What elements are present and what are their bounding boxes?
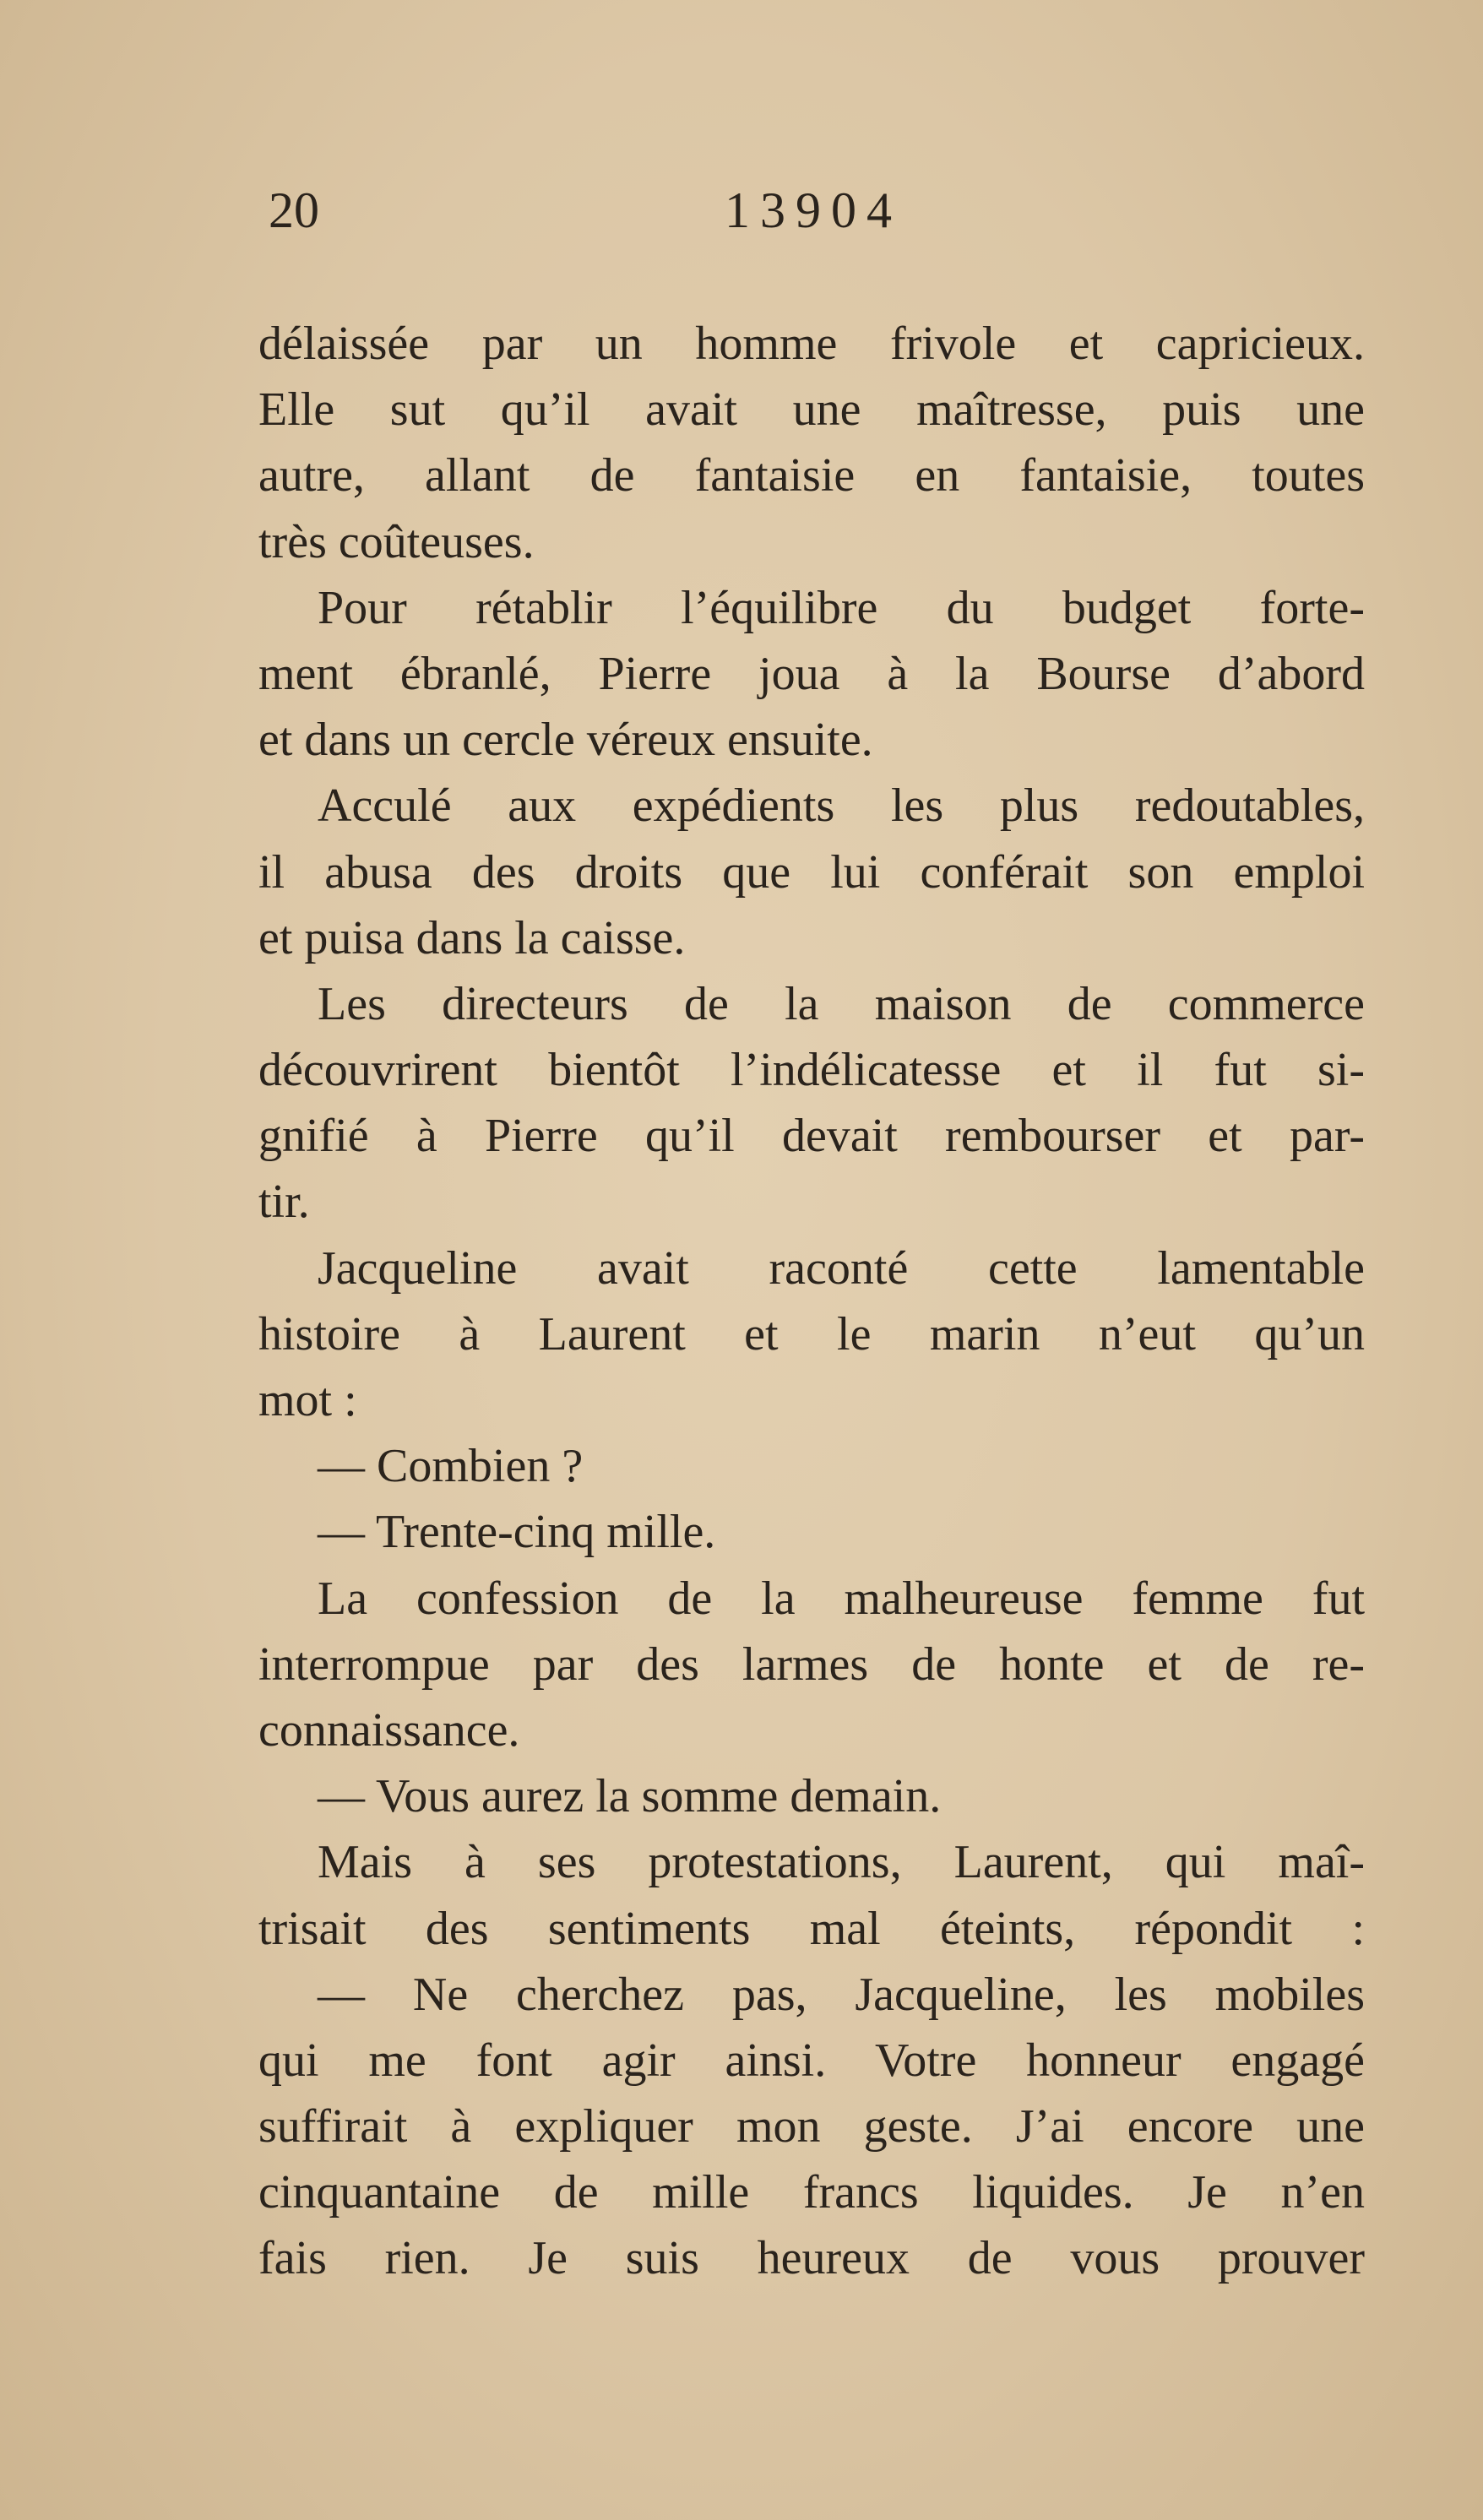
text-line: — Vous aurez la somme demain. bbox=[318, 1770, 942, 1823]
text-line: trisait des sentiments mal éteints, répondit : bbox=[258, 1902, 1365, 1955]
text-line: Elle sut qu’il avait une maîtresse, puis une bbox=[258, 383, 1365, 437]
text-line: très coûteuses. bbox=[258, 515, 535, 568]
text-line: interrompue par des larmes de honte et de re- bbox=[258, 1637, 1365, 1691]
text-line: Mais à ses protestations, Laurent, qui maî- bbox=[318, 1836, 1365, 1889]
text-line: gnifié à Pierre qu’il devait rembourser et par- bbox=[258, 1110, 1365, 1163]
text-line: et puisa dans la caisse. bbox=[258, 911, 686, 964]
text-line: mot : bbox=[258, 1374, 357, 1426]
text-line: et dans un cercle véreux ensuite. bbox=[258, 714, 873, 767]
page-header bbox=[269, 182, 1366, 258]
text-line: connaissance. bbox=[258, 1703, 520, 1757]
text-line: Acculé aux expédients les plus redoutables, bbox=[318, 779, 1365, 833]
text-line: Jacqueline avait raconté cette lamentable bbox=[318, 1241, 1365, 1295]
text-line: — Trente-cinq mille. bbox=[318, 1506, 716, 1559]
text-line: cinquantaine de mille francs liquides. Je n’en bbox=[258, 2166, 1365, 2219]
text-line: suffirait à expliquer mon geste. J’ai encore une bbox=[258, 2100, 1365, 2153]
text-line: Les directeurs de la maison de commerce bbox=[318, 977, 1365, 1030]
running-title: 13904 bbox=[725, 182, 902, 238]
text-line: il abusa des droits que lui conférait son emploi bbox=[258, 845, 1365, 899]
text-line: — Combien ? bbox=[318, 1440, 584, 1493]
text-line: qui me font agir ainsi. Votre honneur engagé bbox=[258, 2034, 1365, 2087]
text-line: — Ne cherchez pas, Jacqueline, les mobiles bbox=[318, 1968, 1365, 2021]
page-number: 20 bbox=[269, 182, 319, 238]
text-line: délaissée par un homme frivole et capricieux. bbox=[258, 318, 1365, 370]
text-line: histoire à Laurent et le marin n’eut qu’un bbox=[258, 1307, 1365, 1360]
text-line: fais rien. Je suis heureux de vous prouver bbox=[258, 2232, 1365, 2285]
text-line: ment ébranlé, Pierre joua à la Bourse d’abord bbox=[258, 647, 1365, 700]
text-line: tir. bbox=[258, 1176, 310, 1229]
body-text bbox=[258, 311, 1365, 2292]
text-line: autre, allant de fantaisie en fantaisie, toutes bbox=[258, 449, 1365, 502]
text-line: Pour rétablir l’équilibre du budget forte- bbox=[318, 581, 1365, 634]
text-line: découvrirent bientôt l’indélicatesse et il fut si- bbox=[258, 1044, 1365, 1097]
text-line: La confession de la malheureuse femme fut bbox=[318, 1572, 1365, 1625]
